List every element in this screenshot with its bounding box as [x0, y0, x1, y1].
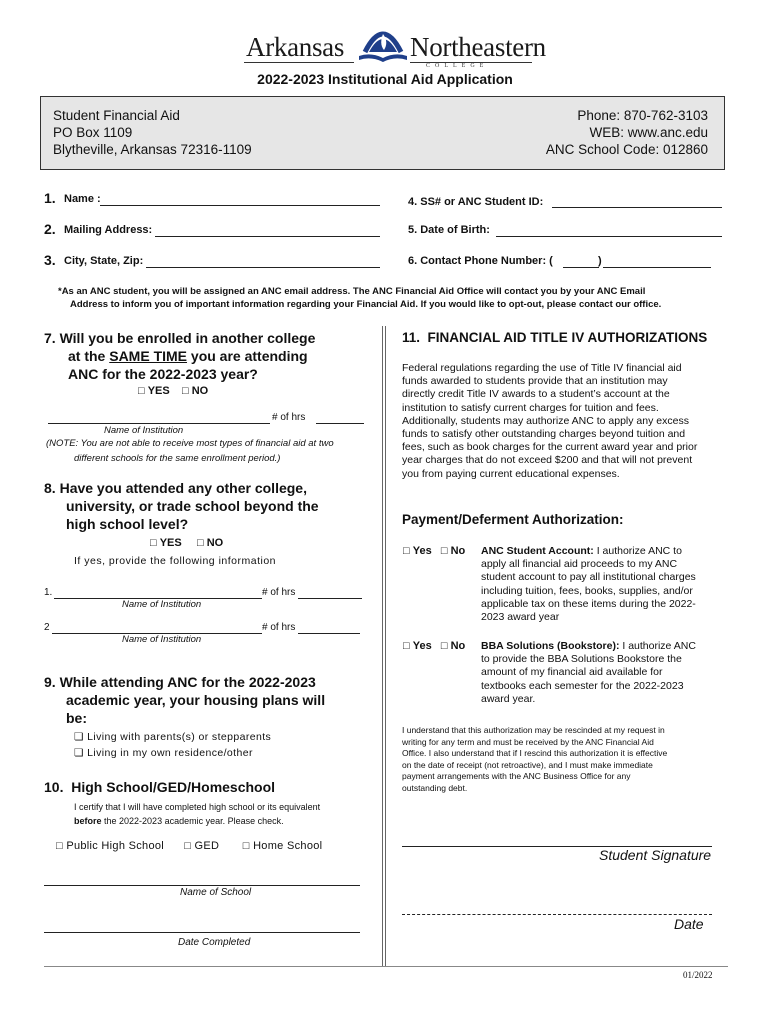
acct-options	[403, 545, 465, 557]
q8-row1-number: 1.	[44, 587, 53, 598]
q10-homeschool-checkbox[interactable]: □	[242, 840, 250, 852]
q7-line2-post: you are attending	[187, 348, 308, 364]
q9-option1[interactable]	[74, 729, 271, 745]
q8-row1-hrs-field[interactable]	[298, 598, 362, 599]
rescind-line: outstanding debt.	[402, 782, 468, 793]
q11-line: directly credit Title IV awards to a student’s account at the	[402, 388, 670, 401]
q8-yes-label: YES	[159, 537, 182, 549]
bba-line: award year.	[481, 692, 536, 705]
q11-line: fees, such as book charges for the current award year and prior	[402, 441, 698, 454]
office-info-box	[40, 96, 725, 170]
q10-heading	[44, 778, 275, 796]
rescind-paragraph	[402, 725, 732, 794]
q7-hrs-label: # of hrs	[272, 412, 306, 423]
email-notice-line2: Address to inform you of important information regarding your Financial Aid. If you would like to opt-out, please contact our office.	[70, 299, 662, 310]
q11-line: funds to satisfy other outstanding charges beyond tuition and	[402, 428, 686, 441]
bba-text	[481, 640, 731, 706]
footer-rule	[44, 966, 728, 967]
bba-options	[403, 640, 465, 652]
q7-line1: Will you be enrolled in another college	[59, 330, 316, 346]
rescind-line: I understand that this authorization may be rescinded at my request in	[402, 725, 665, 735]
q7-yes-checkbox[interactable]: □	[138, 385, 145, 397]
ssn-field[interactable]	[552, 207, 722, 208]
q9-option2-label: Living in my own residence/other	[87, 747, 253, 759]
q11-line: institution to satisfy current charges for tuition and fees.	[402, 401, 659, 414]
q8-line3: high school level?	[66, 516, 189, 532]
q8-row2-hrs-label: # of hrs	[262, 622, 296, 633]
q7-heading	[44, 329, 374, 383]
q8-row2-hrs-field[interactable]	[298, 633, 360, 634]
city-number: 3.	[44, 252, 56, 268]
bba-no-label: No	[450, 640, 466, 652]
q11-heading	[402, 330, 707, 345]
rescind-line: payment arrangements with the ANC Business Office for any	[402, 771, 631, 781]
date-completed-field[interactable]	[44, 932, 360, 933]
q9-option1-label: Living with parents(s) or stepparents	[87, 731, 272, 743]
office-name: Student Financial Aid	[53, 108, 180, 123]
acct-line: I authorize ANC to	[593, 545, 682, 557]
school-name-label: Name of School	[180, 887, 252, 898]
rescind-line: on the date of receipt (not retroactive), and I must make immediate	[402, 759, 653, 770]
q11-number: 11.	[402, 330, 421, 345]
school-name-field[interactable]	[44, 885, 360, 886]
rescind-line: Office. I also understand that if I rescind this authorization it is effective	[402, 748, 668, 758]
logo-left-word: Arkansas	[246, 32, 345, 62]
q9-options	[74, 729, 271, 761]
acct-line: applicable tax on these items during the 2022-	[481, 597, 696, 610]
bba-line: textbooks each semester for the 2022-2023	[481, 679, 684, 692]
column-divider	[382, 326, 383, 966]
date-signed-field[interactable]	[402, 914, 712, 915]
q7-institution-label: Name of Institution	[104, 425, 184, 436]
bba-no-checkbox[interactable]: □	[440, 640, 448, 652]
date-completed-label: Date Completed	[178, 937, 251, 948]
q9-number: 9.	[44, 674, 56, 690]
phone-number-field[interactable]	[603, 267, 711, 268]
payment-heading: Payment/Deferment Authorization:	[402, 512, 624, 527]
q11-line: year charges that do not exceed $200 and that will not prevent	[402, 454, 693, 467]
acct-line: student account to pay all institutional charges	[481, 571, 696, 584]
bba-yes-checkbox[interactable]: □	[403, 640, 410, 652]
q9-line3: be:	[66, 710, 87, 726]
q9-option2-checkbox[interactable]: ❏	[74, 747, 84, 759]
q10-certify-line2: the 2022-2023 academic year. Please check.	[101, 816, 284, 826]
q11-line: you from paying current educational expenses.	[402, 467, 620, 480]
q10-certify-before: before	[74, 816, 102, 826]
office-web[interactable]: WEB: www.anc.edu	[589, 125, 708, 140]
q7-institution-field[interactable]	[48, 423, 270, 424]
acct-yes-label: Yes	[412, 545, 432, 557]
city-state-zip-field[interactable]	[146, 267, 380, 268]
office-contact	[546, 107, 708, 158]
college-logo	[240, 22, 546, 70]
acct-no-label: No	[450, 545, 466, 557]
q7-line3: ANC for the 2022-2023 year?	[68, 366, 258, 382]
city-label: City, State, Zip:	[64, 255, 144, 267]
q9-option1-checkbox[interactable]: ❏	[74, 731, 84, 743]
document-title: 2022-2023 Institutional Aid Application	[257, 71, 513, 87]
ssn-label: 4. SS# or ANC Student ID:	[408, 196, 544, 208]
q8-number: 8.	[44, 480, 56, 496]
office-phone: Phone: 870-762-3103	[577, 108, 708, 123]
logo-right-word: Northeastern	[410, 32, 546, 62]
q7-options	[138, 385, 208, 397]
student-signature-label: Student Signature	[599, 847, 712, 863]
q7-line2-pre: at the	[68, 348, 110, 364]
dob-field[interactable]	[496, 236, 722, 237]
column-divider-2	[385, 326, 386, 966]
office-po-box: PO Box 1109	[53, 125, 133, 140]
phone-area-code-field[interactable]	[563, 267, 599, 268]
q7-same-time: SAME TIME	[109, 348, 188, 364]
q8-options	[150, 537, 223, 549]
office-city: Blytheville, Arkansas 72316-1109	[53, 142, 252, 157]
logo-college-word: COLLEGE	[426, 63, 489, 69]
q7-no-label: NO	[191, 385, 209, 397]
phone-label: 6. Contact Phone Number: (	[408, 255, 553, 267]
logo-rule	[244, 62, 354, 63]
q7-hrs-field[interactable]	[316, 423, 364, 424]
bba-line: to provide the BBA Solutions Bookstore the	[481, 653, 682, 666]
q9-heading	[44, 673, 374, 727]
acct-line: 2023 award year	[481, 611, 560, 624]
form-revision-code: 01/2022	[683, 970, 713, 980]
bba-line: I authorize ANC	[619, 640, 696, 652]
email-notice	[58, 285, 738, 311]
q8-no-checkbox[interactable]: □	[197, 537, 204, 549]
q10-title: High School/GED/Homeschool	[71, 779, 276, 795]
q11-line: funds awarded to students provide that an institution may	[402, 375, 668, 388]
name-field[interactable]	[100, 205, 380, 206]
name-label: Name :	[64, 193, 101, 205]
q11-line: Additionally, students may authorize ANC to apply any excess	[402, 414, 689, 427]
name-number: 1.	[44, 190, 56, 206]
office-school-code: ANC School Code: 012860	[545, 142, 708, 157]
q10-homeschool-label: Home School	[253, 840, 323, 852]
date-signed-label: Date	[674, 916, 704, 932]
q8-yes-checkbox[interactable]: □	[150, 537, 157, 549]
acct-yes-checkbox[interactable]: □	[403, 545, 410, 557]
q10-ged-label: GED	[194, 840, 220, 852]
q8-heading	[44, 479, 374, 533]
q10-certify	[74, 800, 320, 828]
q8-row1-institution-label: Name of Institution	[122, 599, 202, 610]
q8-line1: Have you attended any other college,	[59, 480, 307, 496]
q11-title: FINANCIAL AID TITLE IV AUTHORIZATIONS	[427, 330, 708, 345]
bba-line: amount of my financial aid available for	[481, 666, 663, 679]
q8-row1-hrs-label: # of hrs	[262, 587, 296, 598]
q7-note-line1: (NOTE: You are not able to receive most types of financial aid at two	[46, 438, 334, 449]
q8-instruction: If yes, provide the following information	[74, 555, 277, 567]
q10-ged-checkbox[interactable]: □	[184, 840, 192, 852]
q7-number: 7.	[44, 330, 56, 346]
mailing-number: 2.	[44, 221, 56, 237]
acct-no-checkbox[interactable]: □	[440, 545, 448, 557]
q9-option2[interactable]	[74, 745, 271, 761]
q9-line2: academic year, your housing plans will	[66, 692, 326, 708]
q8-row2-number: 2	[44, 622, 50, 633]
q9-line1: While attending ANC for the 2022-2023	[59, 674, 316, 690]
bba-title: BBA Solutions (Bookstore):	[481, 640, 620, 652]
bba-yes-label: Yes	[412, 640, 432, 652]
q8-row2-institution-label: Name of Institution	[122, 634, 202, 645]
q11-line: Federal regulations regarding the use of Title IV financial aid	[402, 362, 682, 374]
rescind-line: writing for any term and must be received by the ANC Financial Aid	[402, 736, 654, 747]
q10-public-checkbox[interactable]: □	[56, 840, 63, 852]
q8-no-label: NO	[206, 537, 224, 549]
mailing-address-field[interactable]	[155, 236, 380, 237]
q7-yes-label: YES	[147, 385, 170, 397]
acct-text	[481, 545, 731, 624]
acct-title: ANC Student Account:	[481, 545, 594, 557]
acct-line: apply all financial aid proceeds to my ANC	[481, 558, 678, 571]
q10-options	[56, 840, 322, 852]
q7-no-checkbox[interactable]: □	[181, 385, 189, 397]
mailing-label: Mailing Address:	[64, 224, 153, 236]
acct-line: including tuition, fees, books, supplies, and/or	[481, 584, 693, 597]
q8-line2: university, or trade school beyond the	[66, 498, 319, 514]
q11-paragraph	[402, 362, 732, 481]
flame-book-icon	[355, 22, 411, 66]
q10-number: 10.	[44, 779, 64, 795]
q7-note-line2: different schools for the same enrollment period.)	[74, 453, 281, 464]
email-notice-line1: *As an ANC student, you will be assigned an ANC email address. The ANC Financial Aid Office will contact you by your ANC Email	[58, 286, 646, 297]
dob-label: 5. Date of Birth:	[408, 224, 490, 236]
q10-public-label: Public High School	[66, 840, 165, 852]
q7-note	[46, 436, 334, 466]
office-address	[53, 107, 252, 158]
phone-paren: )	[598, 255, 602, 267]
q10-certify-line1: I certify that I will have completed high school or its equivalent	[74, 802, 321, 812]
